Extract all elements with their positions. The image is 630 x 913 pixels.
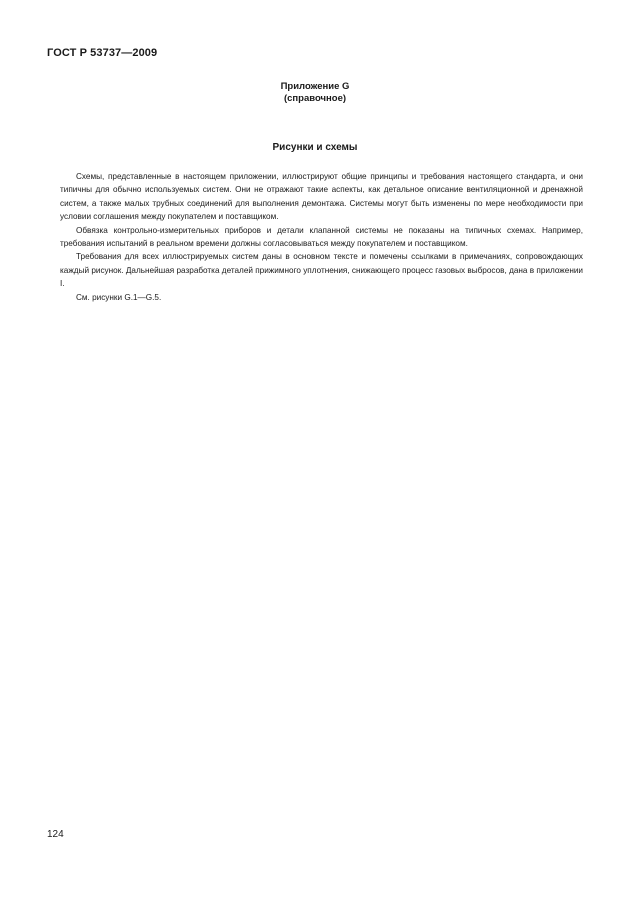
section-title: Рисунки и схемы	[272, 142, 358, 153]
appendix-heading	[0, 81, 630, 105]
body-text	[60, 170, 583, 304]
paragraph: Обвязка контрольно-измерительных приборов и детали клапанной системы не показаны на типичных схемах. Например, требования испытаний в реальном времени должны согласовываться между покупателем и поставщиком.	[60, 225, 583, 249]
appendix-title: Приложение G	[280, 81, 350, 92]
paragraph: Требования для всех иллюстрируемых систем даны в основном тексте и помечены ссылками в примечаниях, сопровождающих каждый рисунок. Дальнейшая разработка деталей прижимного уплотнения, снижающего процесс газовых выбросов, дана в приложении I.	[60, 252, 583, 289]
standard-header: ГОСТ Р 53737—2009	[47, 47, 158, 59]
page-number: 124	[47, 829, 64, 840]
paragraph: Схемы, представленные в настоящем приложении, иллюстрируют общие принципы и требования настоящего стандарта, и они типичны для обычно используемых систем. Они не отражают такие аспекты, как детальное описание вентиляционной и дренажной систем, а также малых трубных соединений для выполнения демонтажа. Системы могут быть изменены по мере необходимости при условии соглашения между покупателем и поставщиком.	[60, 172, 583, 222]
appendix-subtitle: (справочное)	[283, 93, 347, 104]
paragraph: См. рисунки G.1—G.5.	[76, 292, 162, 302]
